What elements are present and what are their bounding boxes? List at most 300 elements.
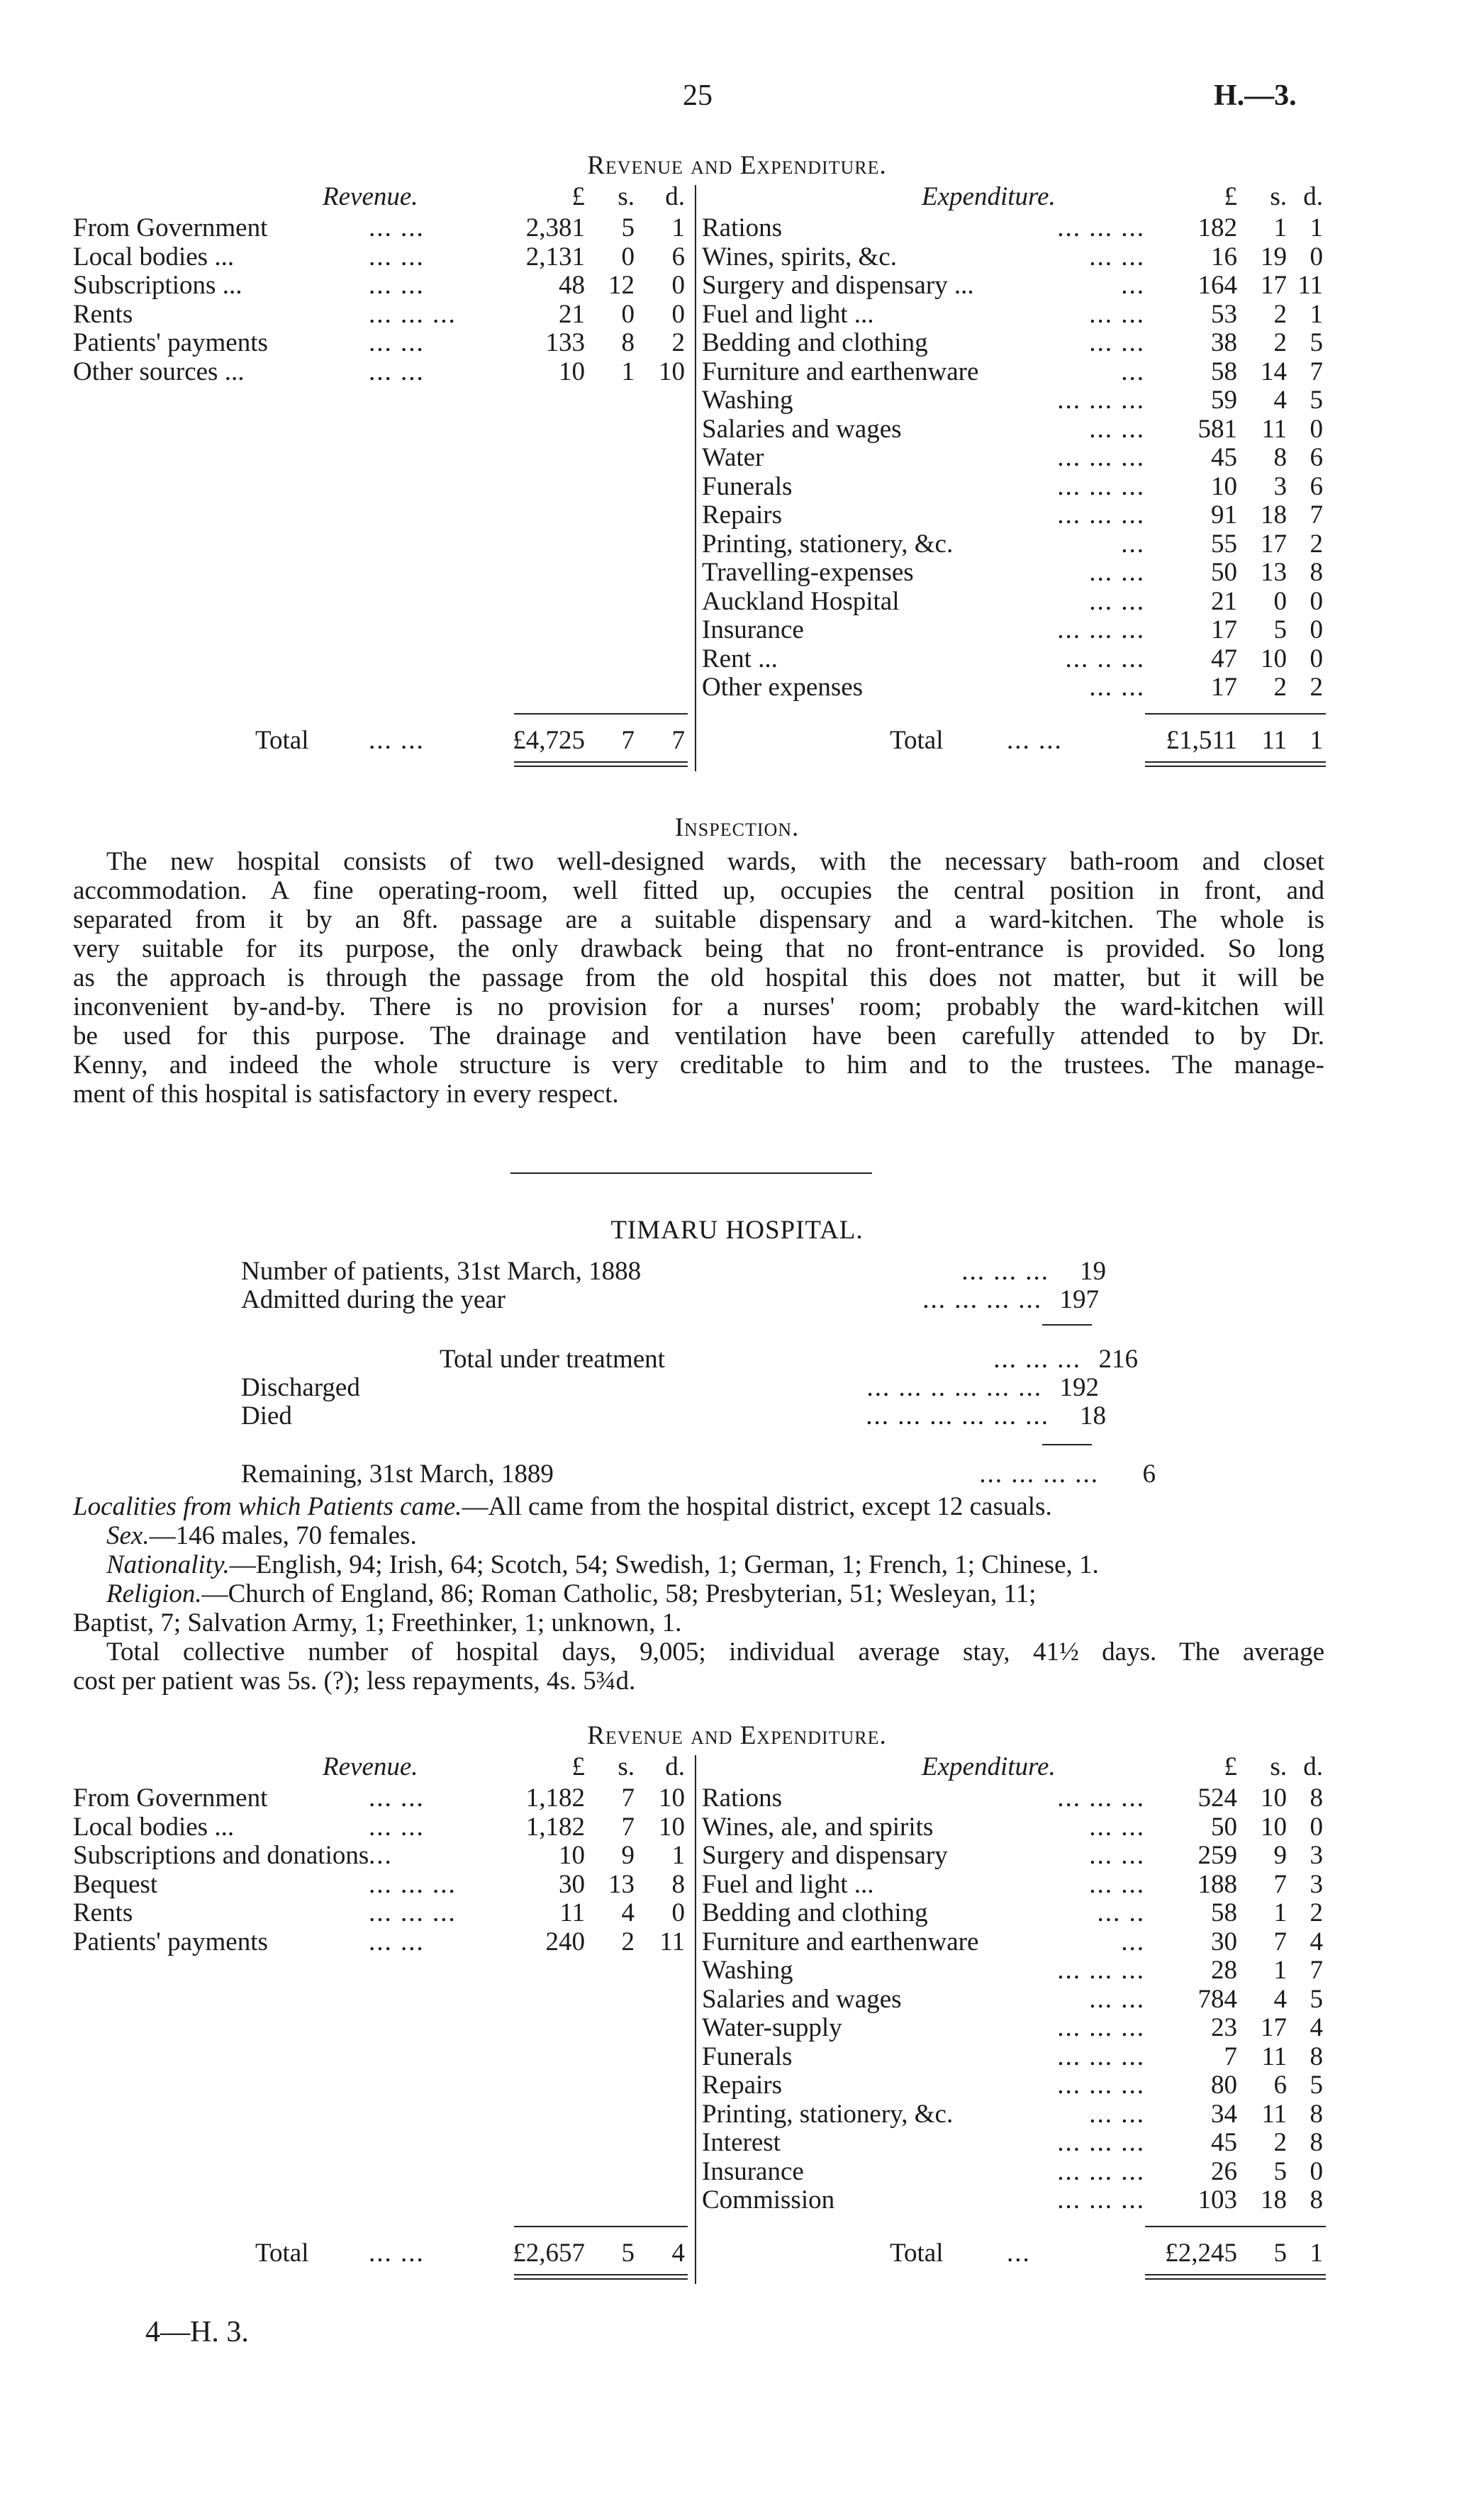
expenditure-pounds: 55	[1211, 529, 1237, 559]
leader-dots: ... ... ...	[1057, 471, 1145, 501]
expenditure-pounds: 53	[1211, 299, 1237, 329]
revenue-total-pounds: £4,725	[513, 725, 585, 755]
revenue-pounds: 10	[559, 357, 585, 386]
document-code: H.—3.	[1214, 79, 1297, 112]
leader-dots: ... ...	[1089, 1869, 1145, 1899]
revenue-shillings: 0	[621, 299, 635, 329]
expenditure-pence: 5	[1310, 328, 1323, 357]
expenditure-pounds: 59	[1211, 386, 1237, 415]
expenditure-label: Funerals	[702, 471, 793, 501]
leader-dots: ... ...	[369, 213, 425, 242]
leader-dots: ... ...	[1007, 725, 1063, 755]
section-divider	[510, 1172, 872, 1174]
revenue-heading: Revenue.	[323, 182, 418, 211]
revenue-total-label: Total	[255, 2238, 309, 2268]
signature-mark: 4—H. 3.	[145, 2316, 249, 2348]
expenditure-shillings: 18	[1261, 2185, 1287, 2214]
revenue-label: Patients' payments	[73, 328, 268, 357]
sum-rule	[1042, 1324, 1092, 1326]
revenue-pence: 10	[659, 1783, 685, 1813]
revenue-shillings: 13	[608, 1869, 635, 1899]
expenditure-label: Salaries and wages	[702, 414, 902, 444]
pounds-heading: £	[1224, 182, 1237, 211]
expenditure-total-label: Total	[890, 2238, 944, 2268]
expenditure-pence: 2	[1310, 529, 1323, 559]
revenue-pence: 0	[671, 271, 685, 300]
expenditure-pounds: 26	[1211, 2156, 1237, 2186]
expenditure-shillings: 2	[1273, 2128, 1287, 2157]
localities-label: Localities from which Patients came.	[73, 1492, 462, 1521]
expenditure-pence: 6	[1310, 471, 1323, 501]
leader-dots: ... ... ...	[1057, 1783, 1145, 1813]
inspection-paragraph-line: accommodation. A fine operating-room, well fitted up, occupies the central position in front, and	[73, 876, 1324, 905]
stat-label-patients_start: Number of patients, 31st March, 1888	[241, 1257, 642, 1286]
inspection-paragraph-line: as the approach is through the passage from the old hospital this does not matter, but it will be	[73, 963, 1324, 992]
sum-rule	[1145, 713, 1326, 715]
revenue-pounds: 1,182	[525, 1783, 585, 1813]
total-double-rule	[514, 761, 688, 763]
expenditure-label: Bedding and clothing	[702, 1898, 928, 1927]
expenditure-label: Washing	[702, 386, 793, 415]
table-title: Revenue and Expenditure.	[587, 1721, 887, 1750]
pounds-heading: £	[571, 1752, 585, 1781]
expenditure-pence: 1	[1310, 299, 1323, 329]
revenue-pence: 1	[671, 1841, 685, 1870]
sum-rule	[1042, 1444, 1092, 1445]
religion-label: Religion.	[106, 1579, 202, 1608]
expenditure-shillings: 10	[1261, 644, 1287, 673]
expenditure-total-pounds: £1,511	[1166, 725, 1237, 755]
revenue-pounds: 2,381	[525, 213, 585, 242]
religion-text: —Church of England, 86; Roman Catholic, 58; Presbyterian, 51; Wesleyan, 11;	[201, 1579, 1037, 1608]
revenue-pounds: 48	[559, 271, 585, 300]
expenditure-shillings: 2	[1273, 673, 1287, 702]
leader-dots: ... ... .. ... ... ...	[866, 1373, 1042, 1402]
revenue-label: Other sources ...	[73, 357, 245, 386]
leader-dots: ... ... ... ...	[922, 1285, 1042, 1314]
leader-dots: ... ... ...	[369, 299, 457, 329]
expenditure-label: Auckland Hospital	[702, 586, 900, 616]
expenditure-pence: 2	[1310, 673, 1323, 702]
sex-text: —146 males, 70 females.	[149, 1521, 417, 1550]
revenue-heading: Revenue.	[323, 1752, 418, 1781]
revenue-pence: 2	[671, 328, 685, 357]
leader-dots: ... ...	[1089, 558, 1145, 587]
expenditure-shillings: 3	[1273, 471, 1287, 501]
religion-continued: Baptist, 7; Salvation Army, 1; Freethinker, 1; unknown, 1.	[73, 1608, 682, 1637]
expenditure-pence: 11	[1297, 271, 1323, 300]
total-double-rule	[514, 2274, 688, 2275]
revenue-total-pence: 4	[671, 2238, 685, 2268]
revenue-total-label: Total	[255, 725, 309, 755]
expenditure-pence: 5	[1310, 1984, 1323, 2014]
expenditure-pounds: 34	[1211, 2099, 1237, 2129]
total-double-rule	[1145, 766, 1326, 767]
expenditure-label: Funerals	[702, 2042, 793, 2071]
sex-label: Sex.	[106, 1521, 150, 1550]
revenue-label: Subscriptions ...	[73, 271, 242, 300]
expenditure-label: Commission	[702, 2185, 835, 2214]
leader-dots: ...	[1121, 529, 1145, 559]
revenue-label: From Government	[73, 1783, 268, 1813]
expenditure-pence: 7	[1310, 1956, 1323, 1985]
stat-value-died: 18	[1080, 1401, 1106, 1430]
revenue-shillings: 2	[621, 1927, 635, 1956]
inspection-paragraph-line: separated from it by an 8ft. passage are a suitable dispensary and a ward-kitchen. The whole is	[73, 905, 1324, 934]
expenditure-label: Repairs	[702, 2071, 783, 2100]
shillings-heading: s.	[618, 182, 635, 211]
expenditure-pounds: 45	[1211, 2128, 1237, 2157]
revenue-pounds: 30	[559, 1869, 585, 1899]
expenditure-pounds: 164	[1197, 271, 1237, 300]
expenditure-pounds: 80	[1211, 2071, 1237, 2100]
expenditure-heading: Expenditure.	[922, 1752, 1056, 1781]
stat-value-admitted: 197	[1059, 1285, 1099, 1314]
expenditure-shillings: 7	[1273, 1869, 1287, 1899]
stat-label-admitted: Admitted during the year	[241, 1285, 506, 1314]
expenditure-pounds: 581	[1197, 414, 1237, 444]
expenditure-shillings: 8	[1273, 443, 1287, 472]
revenue-pence: 6	[671, 242, 685, 271]
revenue-pence: 0	[671, 299, 685, 329]
expenditure-pounds: 28	[1211, 1956, 1237, 1985]
leader-dots: ... ...	[369, 242, 425, 271]
sum-rule	[514, 713, 688, 715]
stat-value-discharged: 192	[1059, 1373, 1099, 1402]
expenditure-label: Washing	[702, 1956, 793, 1985]
expenditure-shillings: 1	[1273, 1898, 1287, 1927]
expenditure-total-pence: 1	[1310, 725, 1323, 755]
expenditure-pounds: 10	[1211, 471, 1237, 501]
expenditure-shillings: 4	[1273, 386, 1287, 415]
pence-heading: d.	[1303, 182, 1323, 211]
expenditure-shillings: 9	[1273, 1841, 1287, 1870]
leader-dots: ... ...	[1089, 299, 1145, 329]
revenue-shillings: 4	[621, 1898, 635, 1927]
revenue-pounds: 240	[545, 1927, 585, 1956]
expenditure-pounds: 91	[1211, 500, 1237, 530]
total-double-rule	[1145, 2274, 1326, 2275]
expenditure-shillings: 11	[1261, 2099, 1287, 2129]
leader-dots: ... ...	[369, 357, 425, 386]
expenditure-shillings: 19	[1261, 242, 1287, 271]
expenditure-label: Furniture and earthenware	[702, 1927, 979, 1956]
revenue-pence: 10	[659, 357, 685, 386]
expenditure-pounds: 17	[1211, 673, 1237, 702]
expenditure-pence: 0	[1310, 414, 1323, 444]
revenue-pounds: 2,131	[525, 242, 585, 271]
revenue-pence: 10	[659, 1812, 685, 1842]
leader-dots: ... ...	[369, 1927, 425, 1956]
expenditure-label: Furniture and earthenware	[702, 357, 979, 386]
expenditure-pence: 8	[1310, 1783, 1323, 1813]
page-number: 25	[683, 79, 713, 112]
leader-dots: ...	[369, 1841, 393, 1870]
expenditure-shillings: 14	[1261, 357, 1287, 386]
expenditure-pence: 4	[1310, 2013, 1323, 2042]
expenditure-pounds: 17	[1211, 615, 1237, 644]
expenditure-label: Travelling-expenses	[702, 558, 914, 587]
expenditure-shillings: 13	[1261, 558, 1287, 587]
revenue-pounds: 10	[559, 1841, 585, 1870]
expenditure-pounds: 103	[1197, 2185, 1237, 2214]
total-double-rule	[514, 766, 688, 767]
leader-dots: ...	[1121, 1927, 1145, 1956]
sex	[106, 1521, 417, 1550]
leader-dots: ... ...	[1089, 328, 1145, 357]
expenditure-shillings: 4	[1273, 1984, 1287, 2014]
leader-dots: ... ...	[1089, 1841, 1145, 1870]
expenditure-pence: 8	[1310, 2099, 1323, 2129]
leader-dots: ... ... ...	[993, 1345, 1081, 1374]
expenditure-pence: 0	[1310, 242, 1323, 271]
expenditure-label: Other expenses	[702, 673, 864, 702]
revenue-label: Rents	[73, 299, 133, 329]
expenditure-pounds: 23	[1211, 2013, 1237, 2042]
expenditure-pounds: 50	[1211, 558, 1237, 587]
expenditure-pence: 1	[1310, 213, 1323, 242]
column-divider	[695, 1755, 696, 2284]
revenue-pence: 1	[671, 213, 685, 242]
revenue-pounds: 21	[559, 299, 585, 329]
expenditure-pounds: 524	[1197, 1783, 1237, 1813]
expenditure-pounds: 188	[1197, 1869, 1237, 1899]
expenditure-shillings: 11	[1261, 414, 1287, 444]
leader-dots: ... ...	[1089, 1812, 1145, 1842]
pence-heading: d.	[665, 1752, 685, 1781]
expenditure-label: Surgery and dispensary	[702, 1841, 948, 1870]
expenditure-pence: 8	[1310, 2128, 1323, 2157]
leader-dots: ... ...	[369, 328, 425, 357]
expenditure-label: Printing, stationery, &c.	[702, 529, 954, 559]
expenditure-pence: 0	[1310, 2156, 1323, 2186]
leader-dots: ... ...	[1089, 586, 1145, 616]
leader-dots: ... ... ...	[369, 1869, 457, 1899]
expenditure-pence: 0	[1310, 586, 1323, 616]
expenditure-pounds: 7	[1224, 2042, 1237, 2071]
revenue-pence: 11	[659, 1927, 685, 1956]
revenue-total-shillings: 7	[621, 725, 635, 755]
expenditure-shillings: 5	[1273, 615, 1287, 644]
leader-dots: ... .. ...	[1065, 644, 1145, 673]
revenue-pounds: 1,182	[525, 1812, 585, 1842]
leader-dots: ... ... ...	[1057, 2071, 1145, 2100]
expenditure-pence: 8	[1310, 2185, 1323, 2214]
expenditure-total-shillings: 5	[1273, 2238, 1287, 2268]
expenditure-shillings: 7	[1273, 1927, 1287, 1956]
expenditure-pounds: 45	[1211, 443, 1237, 472]
expenditure-label: Insurance	[702, 2156, 804, 2186]
revenue-label: Rents	[73, 1898, 133, 1927]
nationality-text: —English, 94; Irish, 64; Scotch, 54; Swedish, 1; German, 1; French, 1; Chinese, 1.	[229, 1550, 1099, 1579]
expenditure-pence: 8	[1310, 2042, 1323, 2071]
leader-dots: ...	[1121, 357, 1145, 386]
expenditure-label: Interest	[702, 2128, 781, 2157]
revenue-shillings: 7	[621, 1812, 635, 1842]
expenditure-total-shillings: 11	[1261, 725, 1287, 755]
stat-value-patients_start: 19	[1080, 1257, 1106, 1286]
expenditure-total-label: Total	[890, 725, 944, 755]
expenditure-pence: 7	[1310, 500, 1323, 530]
expenditure-label: Wines, ale, and spirits	[702, 1812, 934, 1842]
expenditure-pounds: 182	[1197, 213, 1237, 242]
inspection-paragraph-line: The new hospital consists of two well-designed wards, with the necessary bath-room and closet	[106, 847, 1324, 876]
revenue-label: Patients' payments	[73, 1927, 268, 1956]
leader-dots: ... ...	[369, 271, 425, 300]
stat-label-remaining: Remaining, 31st March, 1889	[241, 1460, 554, 1489]
leader-dots: ... ...	[369, 1783, 425, 1813]
leader-dots: ... ...	[1089, 2099, 1145, 2129]
expenditure-pence: 0	[1310, 644, 1323, 673]
leader-dots: ... ...	[1089, 1984, 1145, 2014]
revenue-label: Local bodies ...	[73, 242, 235, 271]
leader-dots: ... ...	[1089, 414, 1145, 444]
total-double-rule	[514, 2278, 688, 2280]
expenditure-label: Wines, spirits, &c.	[702, 242, 897, 271]
expenditure-pounds: 784	[1197, 1984, 1237, 2014]
stat-label-died: Died	[241, 1401, 292, 1430]
revenue-label: Subscriptions and donations	[73, 1841, 369, 1870]
revenue-shillings: 12	[608, 271, 635, 300]
expenditure-pounds: 21	[1211, 586, 1237, 616]
leader-dots: ... ... ...	[1057, 443, 1145, 472]
stat-value-total: 216	[1098, 1345, 1138, 1374]
expenditure-total-pounds: £2,245	[1165, 2238, 1237, 2268]
shillings-heading: s.	[618, 1752, 635, 1781]
leader-dots: ... ... ...	[1057, 2185, 1145, 2214]
revenue-total-shillings: 5	[621, 2238, 635, 2268]
expenditure-label: Water	[702, 443, 764, 472]
stat-label-discharged: Discharged	[241, 1373, 360, 1402]
inspection-title: Inspection.	[674, 813, 800, 842]
table-title: Revenue and Expenditure.	[587, 151, 887, 180]
nationality	[106, 1550, 1099, 1579]
leader-dots: ... ... ...	[369, 1898, 457, 1927]
expenditure-pence: 2	[1310, 1898, 1323, 1927]
revenue-label: Local bodies ...	[73, 1812, 235, 1842]
expenditure-pence: 8	[1310, 558, 1323, 587]
total-double-rule	[1145, 2278, 1326, 2280]
stat-value-remaining: 6	[1142, 1460, 1156, 1489]
expenditure-shillings: 5	[1273, 2156, 1287, 2186]
pence-heading: d.	[1303, 1752, 1323, 1781]
sum-rule	[514, 2226, 688, 2227]
inspection-paragraph-line: Kenny, and indeed the whole structure is very creditable to him and to the trustees. The manage-	[73, 1051, 1324, 1080]
pence-heading: d.	[665, 182, 685, 211]
expenditure-label: Fuel and light ...	[702, 299, 874, 329]
expenditure-pence: 7	[1310, 357, 1323, 386]
revenue-total-pounds: £2,657	[513, 2238, 585, 2268]
inspection-paragraph-line: be used for this purpose. The drainage and ventilation have been carefully attended to by Dr.	[73, 1021, 1324, 1051]
leader-dots: ... ... ...	[961, 1257, 1049, 1286]
religion	[106, 1579, 1036, 1608]
expenditure-pounds: 259	[1197, 1841, 1237, 1870]
localities-text: —All came from the hospital district, except 12 casuals.	[462, 1492, 1052, 1521]
expenditure-pence: 5	[1310, 386, 1323, 415]
leader-dots: ...	[1007, 2238, 1031, 2268]
leader-dots: ... ...	[369, 725, 425, 755]
expenditure-label: Salaries and wages	[702, 1984, 902, 2014]
expenditure-label: Fuel and light ...	[702, 1869, 874, 1899]
expenditure-heading: Expenditure.	[922, 182, 1056, 211]
expenditure-shillings: 6	[1273, 2071, 1287, 2100]
revenue-label: Bequest	[73, 1869, 158, 1899]
expenditure-shillings: 10	[1261, 1812, 1287, 1842]
nationality-label: Nationality.	[106, 1550, 230, 1579]
expenditure-label: Water-supply	[702, 2013, 842, 2042]
expenditure-shillings: 17	[1261, 271, 1287, 300]
expenditure-pence: 3	[1310, 1869, 1323, 1899]
revenue-pence: 0	[671, 1898, 685, 1927]
revenue-pounds: 11	[559, 1898, 585, 1927]
leader-dots: ... ...	[369, 2238, 425, 2268]
expenditure-label: Insurance	[702, 615, 804, 644]
column-divider	[695, 185, 696, 771]
expenditure-pounds: 47	[1211, 644, 1237, 673]
leader-dots: ... ...	[1089, 673, 1145, 702]
expenditure-label: Printing, stationery, &c.	[702, 2099, 954, 2129]
total-double-rule	[1145, 761, 1326, 763]
expenditure-shillings: 11	[1261, 2042, 1287, 2071]
revenue-shillings: 0	[621, 242, 635, 271]
expenditure-shillings: 0	[1273, 586, 1287, 616]
expenditure-pence: 0	[1310, 615, 1323, 644]
hospital-days: Total collective number of hospital days, 9,005; individual average stay, 41½ days. The average	[106, 1637, 1324, 1667]
sum-rule	[1145, 2226, 1326, 2227]
expenditure-pounds: 58	[1211, 357, 1237, 386]
expenditure-pounds: 50	[1211, 1812, 1237, 1842]
leader-dots: ... ... ...	[1057, 2013, 1145, 2042]
average-cost: cost per patient was 5s. (?); less repayments, 4s. 5¾d.	[73, 1667, 636, 1696]
hospital-title: TIMARU HOSPITAL.	[610, 1216, 864, 1245]
leader-dots: ... ... ...	[1057, 615, 1145, 644]
pounds-heading: £	[571, 182, 585, 211]
leader-dots: ... ... ...	[1057, 2128, 1145, 2157]
expenditure-shillings: 2	[1273, 299, 1287, 329]
revenue-shillings: 8	[621, 328, 635, 357]
revenue-pence: 8	[671, 1869, 685, 1899]
expenditure-shillings: 10	[1261, 1783, 1287, 1813]
revenue-pounds: 133	[545, 328, 585, 357]
inspection-paragraph-line: very suitable for its purpose, the only drawback being that no front-entrance is provided. So long	[73, 934, 1324, 963]
shillings-heading: s.	[1270, 1752, 1287, 1781]
revenue-shillings: 5	[621, 213, 635, 242]
expenditure-pence: 0	[1310, 1812, 1323, 1842]
expenditure-shillings: 1	[1273, 213, 1287, 242]
revenue-shillings: 7	[621, 1783, 635, 1813]
revenue-shillings: 9	[621, 1841, 635, 1870]
revenue-shillings: 1	[621, 357, 635, 386]
expenditure-pounds: 58	[1211, 1898, 1237, 1927]
expenditure-pounds: 38	[1211, 328, 1237, 357]
leader-dots: ...	[1121, 271, 1145, 300]
revenue-total-pence: 7	[671, 725, 685, 755]
expenditure-pence: 3	[1310, 1841, 1323, 1870]
expenditure-pounds: 30	[1211, 1927, 1237, 1956]
leader-dots: ... ..	[1097, 1898, 1145, 1927]
expenditure-shillings: 1	[1273, 1956, 1287, 1985]
expenditure-label: Repairs	[702, 500, 783, 530]
inspection-paragraph-line: inconvenient by-and-by. There is no provision for a nurses' room; probably the ward-kitchen will	[73, 992, 1324, 1021]
pounds-heading: £	[1224, 1752, 1237, 1781]
shillings-heading: s.	[1270, 182, 1287, 211]
localities	[73, 1492, 1052, 1521]
expenditure-shillings: 2	[1273, 328, 1287, 357]
leader-dots: ... ...	[1089, 242, 1145, 271]
expenditure-label: Surgery and dispensary ...	[702, 271, 974, 300]
leader-dots: ... ... ...	[1057, 1956, 1145, 1985]
leader-dots: ... ... ...	[1057, 500, 1145, 530]
